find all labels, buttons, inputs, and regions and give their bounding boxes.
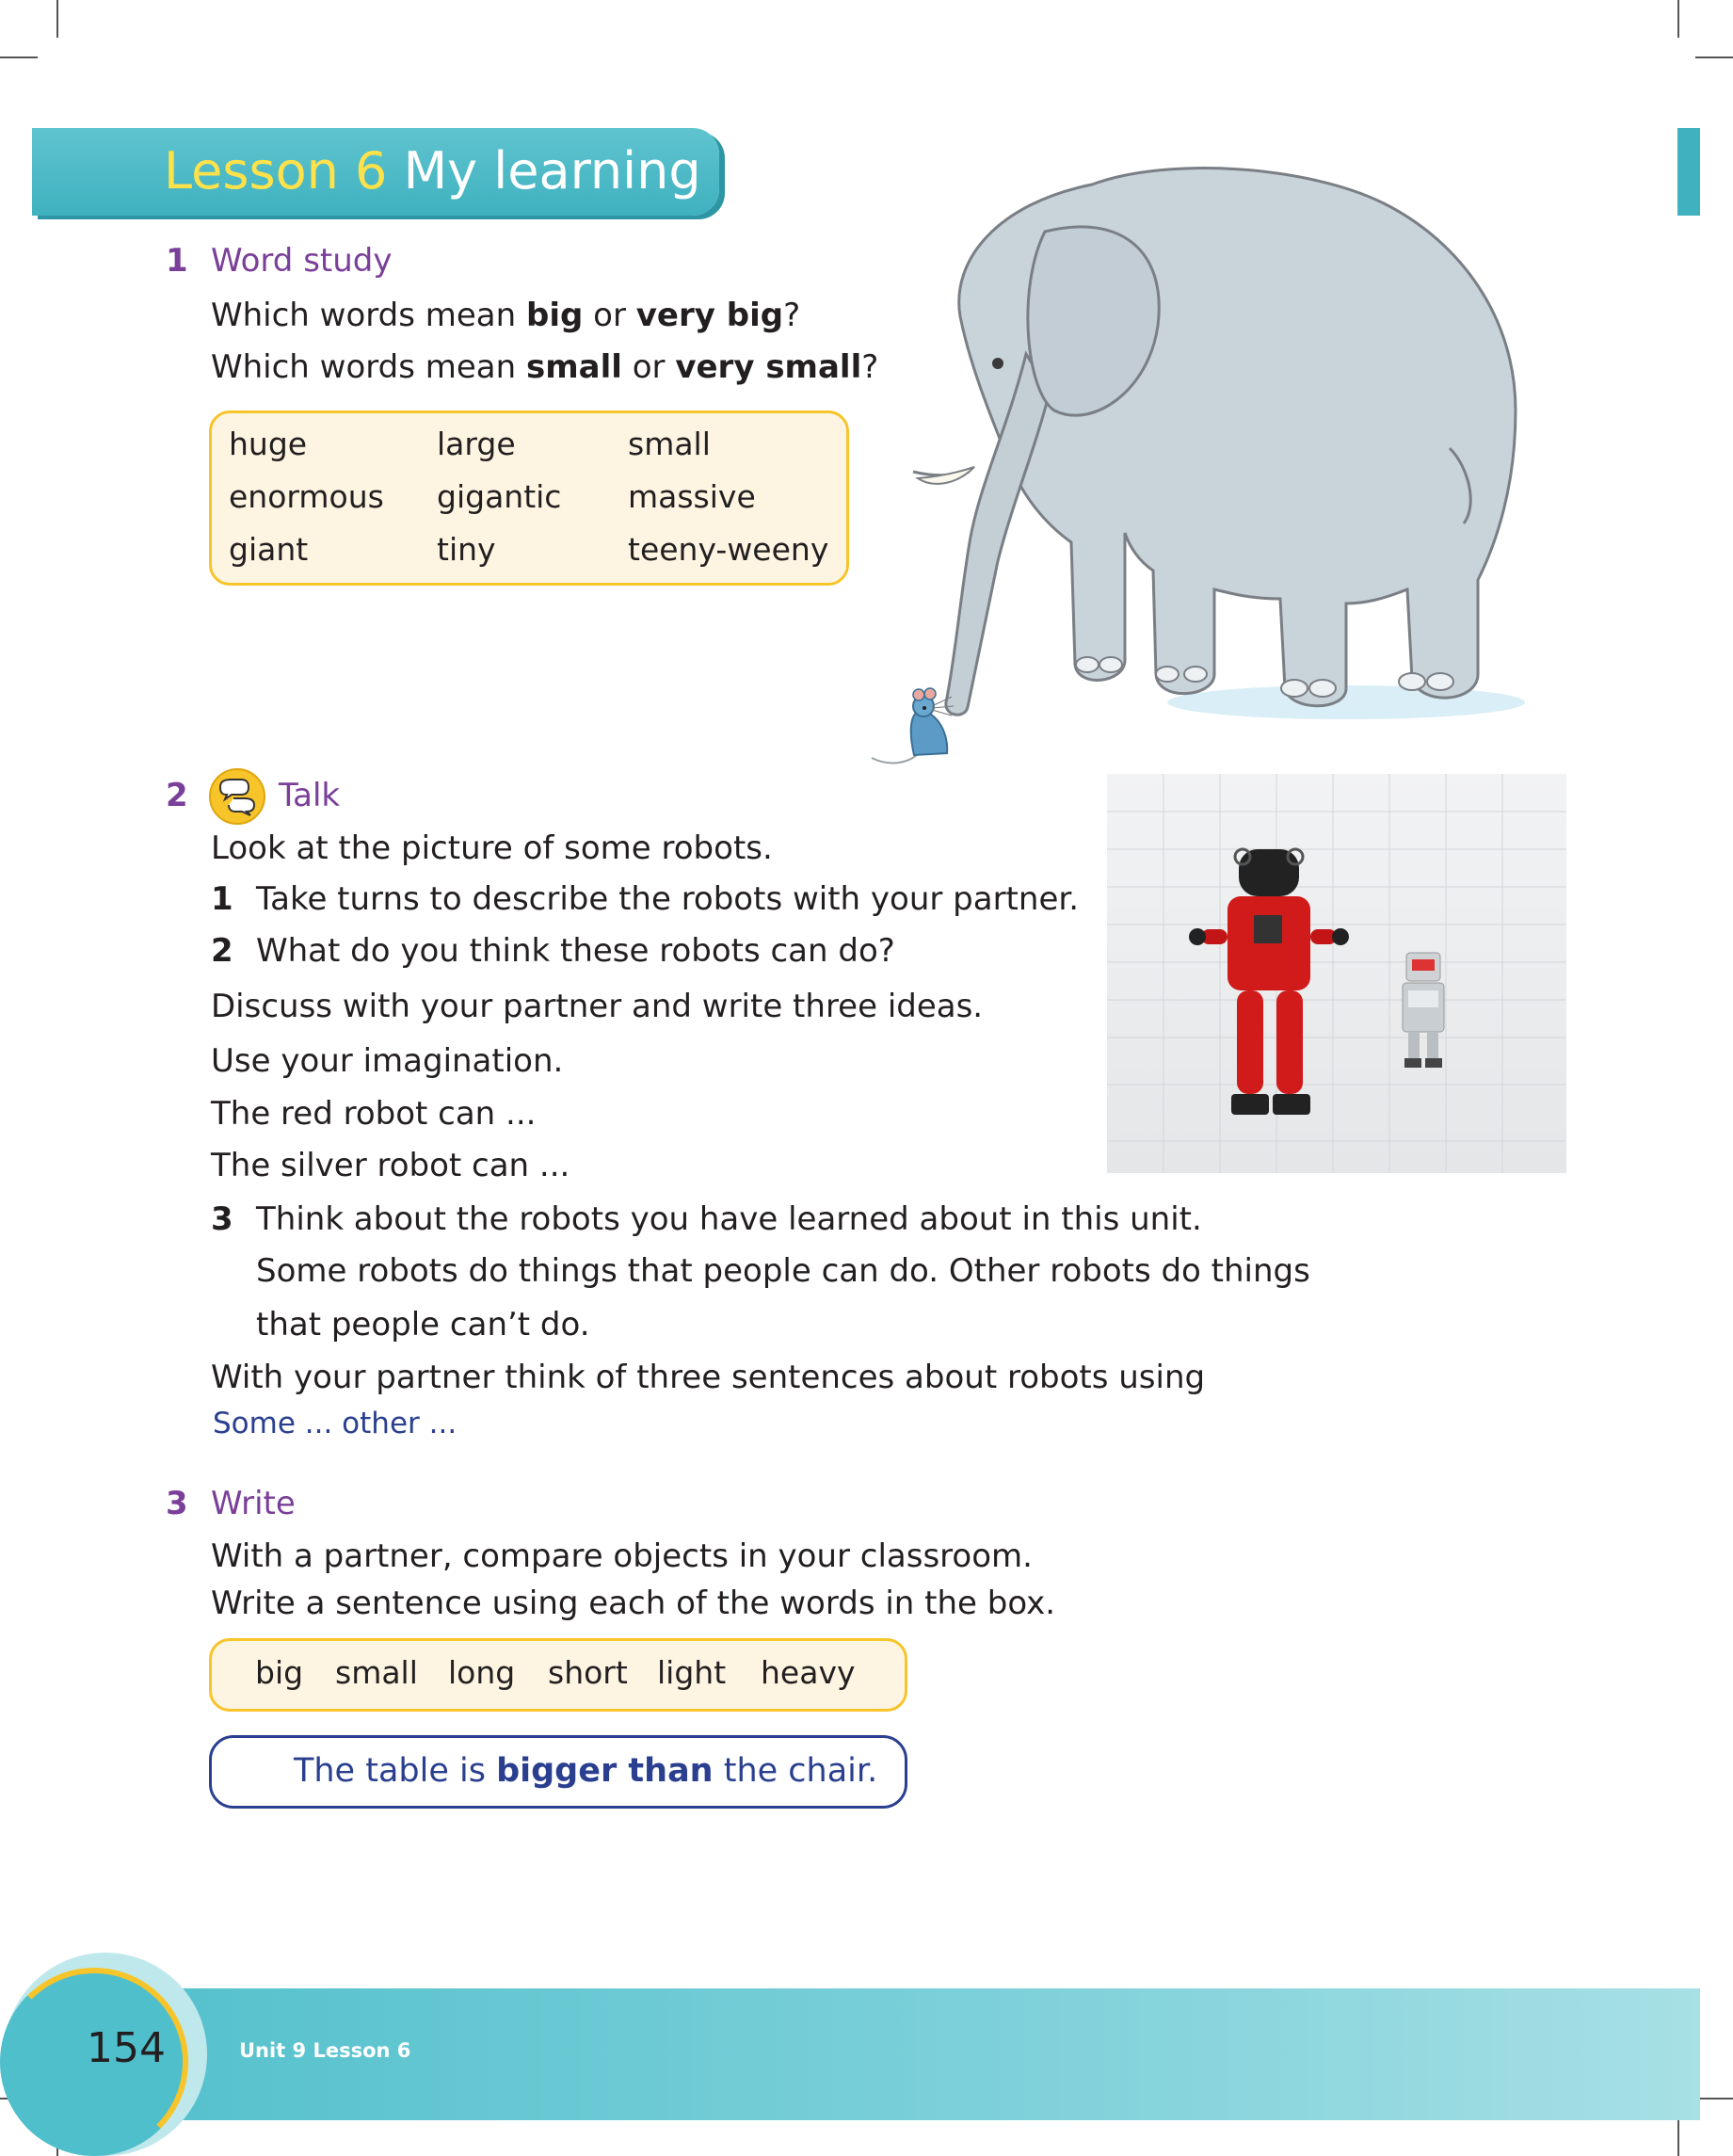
talk-item-3 (211, 1200, 233, 1238)
crop-mark (56, 0, 58, 38)
page-number: 154 (87, 2024, 166, 2072)
word-item: short (548, 1654, 628, 1691)
talk-item-2-text: What do you think these robots can do? (256, 932, 895, 970)
text: Which words mean (211, 297, 526, 334)
example-sentence (294, 1752, 877, 1790)
write-instruction-2: Write a sentence using each of the words in the box. (211, 1585, 1056, 1622)
elephant-illustration (857, 147, 1534, 749)
crop-mark (1677, 2118, 1679, 2156)
word-item: long (448, 1654, 516, 1691)
text: or (583, 297, 636, 334)
section-3-number: 3 (166, 1485, 188, 1522)
word-item: huge (229, 426, 308, 462)
mouse-illustration (862, 678, 975, 781)
word-item: massive (628, 478, 756, 515)
section-2-title: Talk (279, 777, 341, 814)
section-1-number: 1 (166, 242, 188, 280)
word-item: small (628, 426, 711, 462)
write-instruction-1: With a partner, compare objects in your classroom. (211, 1537, 1033, 1575)
edge-tab (1677, 128, 1700, 216)
word-item: light (657, 1654, 727, 1691)
talk-item-3-line-2: Some robots do things that people can do. Other robots do things (256, 1252, 1310, 1290)
text: ? (783, 297, 801, 334)
word-item: teeny-weeny (628, 531, 829, 568)
item-number: 2 (211, 932, 233, 970)
text: the chair. (713, 1752, 878, 1790)
talk-icon (209, 768, 265, 825)
word-item: big (255, 1654, 304, 1691)
text: ? (861, 348, 879, 386)
red-robot-prompt: The red robot can ... (211, 1095, 537, 1133)
lesson-number: Lesson 6 (164, 141, 388, 201)
crop-mark (1695, 2098, 1733, 2100)
section-1-title: Word study (211, 242, 393, 280)
talk-item-2 (211, 932, 233, 970)
imagination-text: Use your imagination. (211, 1042, 564, 1080)
discuss-text: Discuss with your partner and write three ideas. (211, 988, 984, 1025)
bold-text: small (526, 348, 622, 386)
bold-text: big (526, 297, 584, 334)
word-item: heavy (761, 1654, 856, 1691)
talk-item-3-line-1: Think about the robots you have learned about in this unit. (256, 1200, 1202, 1238)
section-3-title: Write (211, 1485, 296, 1522)
word-item: large (437, 426, 516, 462)
lesson-name: My learning (403, 141, 701, 201)
page-title (164, 137, 701, 205)
talk-item-3-line-3: that people can’t do. (256, 1306, 590, 1343)
word-item: gigantic (437, 478, 562, 515)
section-2-number: 2 (166, 777, 188, 814)
word-item: enormous (229, 478, 384, 515)
partner-instruction: With your partner think of three sentences about robots using (211, 1359, 1206, 1396)
bold-text: bigger than (496, 1752, 714, 1790)
talk-item-1 (211, 880, 233, 918)
text: or (621, 348, 676, 386)
text: Which words mean (211, 348, 526, 386)
silver-robot-prompt: The silver robot can ... (211, 1147, 570, 1184)
item-number: 1 (211, 880, 233, 918)
word-study-question-1 (211, 290, 800, 342)
word-item: small (335, 1654, 418, 1691)
bold-text: very small (675, 348, 862, 386)
robots-photo (1107, 774, 1566, 1173)
crop-mark (1677, 0, 1679, 38)
word-item: tiny (437, 531, 496, 568)
crop-mark (1695, 56, 1733, 58)
talk-item-1-text: Take turns to describe the robots with your partner. (256, 880, 1080, 918)
talk-intro: Look at the picture of some robots. (211, 829, 773, 867)
item-number: 3 (211, 1200, 233, 1238)
text: The table is (294, 1752, 497, 1790)
crop-mark (0, 56, 38, 58)
word-item: giant (229, 531, 309, 568)
footer-label: Unit 9 Lesson 6 (239, 2039, 411, 2062)
bold-text: very big (635, 297, 784, 334)
word-study-question-2 (211, 342, 878, 394)
sentence-pattern: Some ... other ... (213, 1407, 457, 1440)
